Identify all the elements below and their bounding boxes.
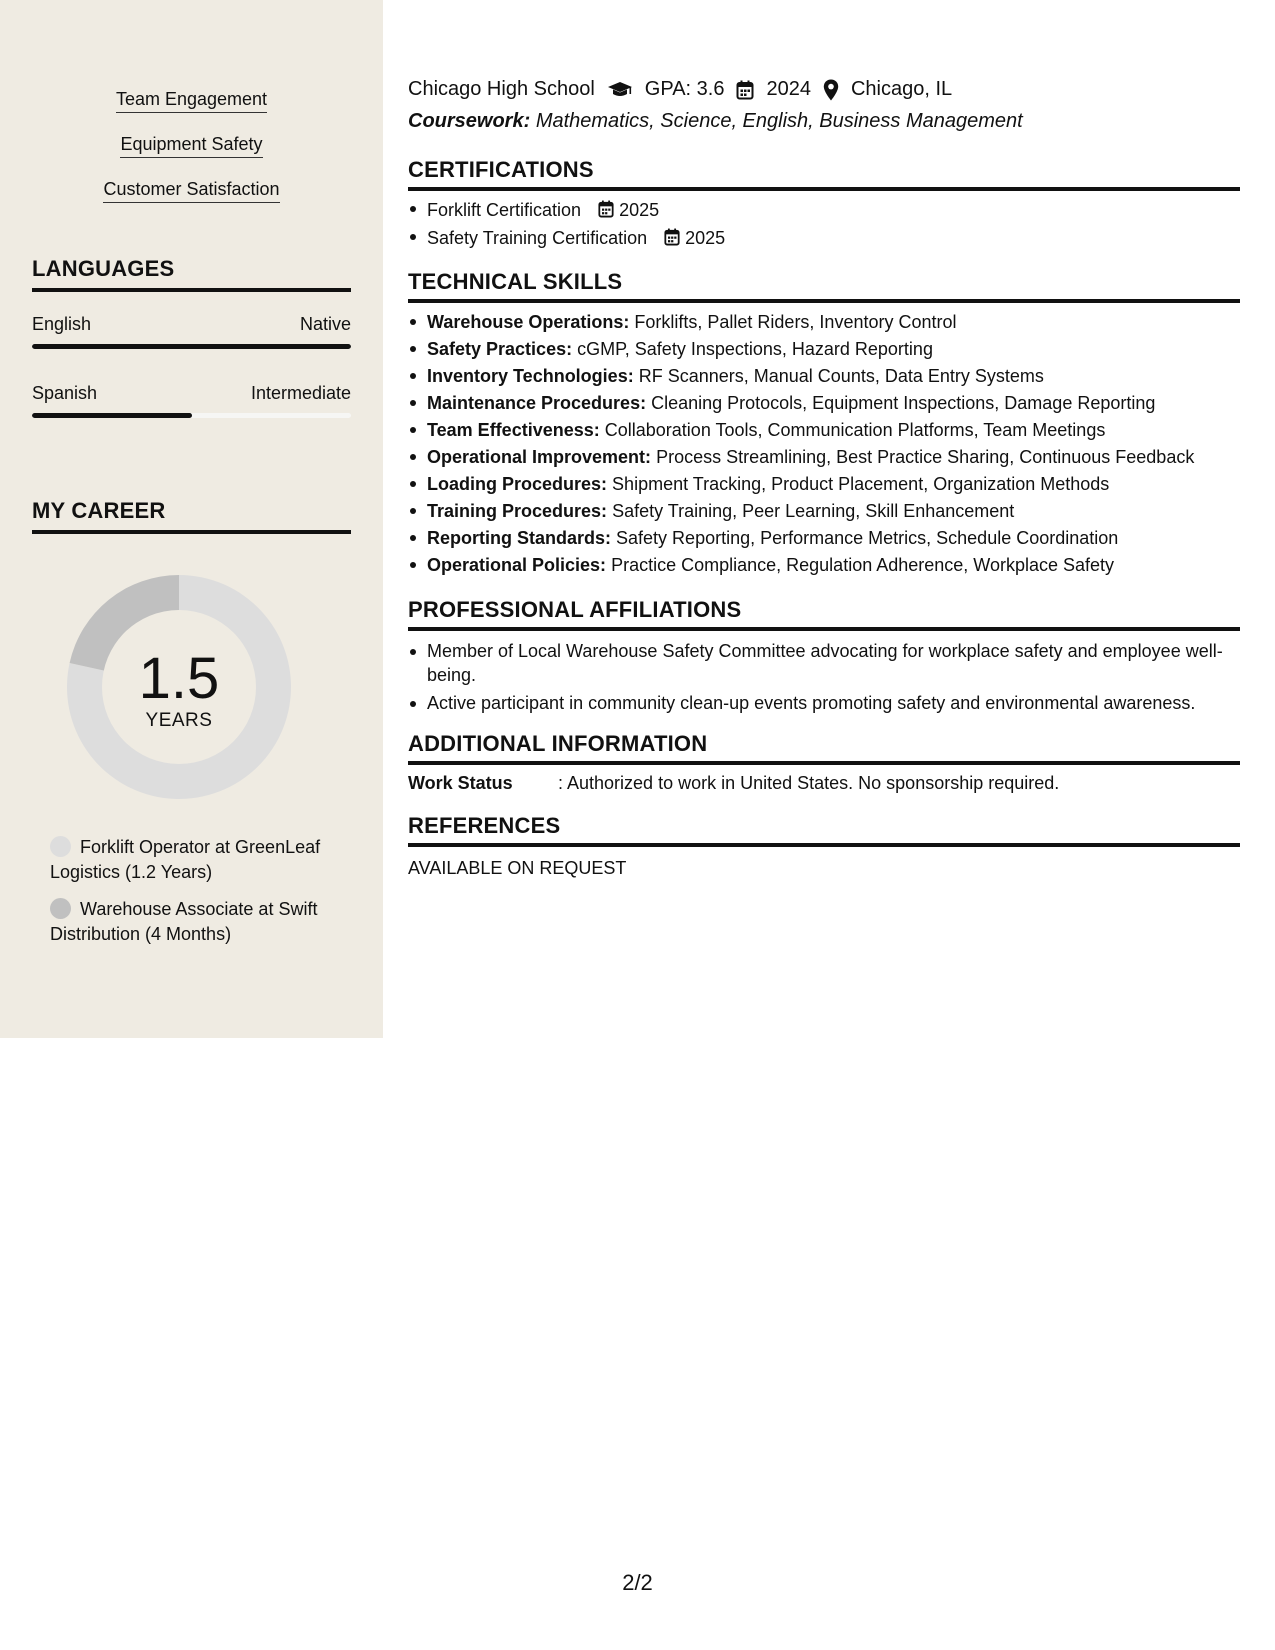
language-name: Spanish	[32, 383, 98, 403]
skill-tag	[0, 133, 383, 158]
languages-heading: LANGUAGES	[32, 256, 351, 292]
language-name: English	[32, 314, 92, 334]
skill-item	[408, 498, 1240, 525]
education-line	[408, 78, 1240, 101]
school-location: Chicago, IL	[850, 78, 953, 100]
certification-item	[408, 196, 1240, 224]
skill-item	[408, 390, 1240, 417]
graduation-cap-icon	[607, 80, 633, 100]
skill-label: Operational Improvement:	[427, 447, 652, 467]
skill-text: Forklifts, Pallet Riders, Inventory Control	[634, 312, 957, 332]
skill-label: Reporting Standards:	[427, 528, 612, 548]
certification-name: Forklift Certification	[427, 200, 582, 220]
certifications-heading: CERTIFICATIONS	[408, 157, 1240, 191]
skill-text: Practice Compliance, Regulation Adherence, Workplace Safety	[611, 555, 1115, 575]
skill-label: Team Effectiveness:	[427, 420, 600, 440]
school-name: Chicago High School	[408, 78, 595, 100]
skill-tag-label: Customer Satisfaction	[103, 178, 279, 203]
skill-label: Loading Procedures:	[427, 474, 608, 494]
work-status-value: : Authorized to work in United States. No sponsorship required.	[558, 773, 1060, 793]
language-bar-fill	[32, 413, 192, 418]
skill-item	[408, 417, 1240, 444]
certifications-list	[408, 196, 1240, 252]
coursework	[408, 110, 1240, 133]
language-bar	[32, 413, 351, 418]
work-status-row	[408, 773, 1240, 794]
legend-dot-icon	[50, 898, 71, 919]
skill-text: RF Scanners, Manual Counts, Data Entry Systems	[638, 366, 1044, 386]
graduation-year: 2024	[766, 78, 811, 100]
skill-label: Warehouse Operations:	[427, 312, 630, 332]
skill-label: Training Procedures:	[427, 501, 608, 521]
skill-item	[408, 309, 1240, 336]
skill-text: Cleaning Protocols, Equipment Inspections, Damage Reporting	[651, 393, 1156, 413]
skill-item	[408, 363, 1240, 390]
certification-name: Safety Training Certification	[427, 228, 648, 248]
sidebar	[0, 0, 383, 1038]
career-total-years: 1.5	[138, 646, 220, 711]
page-number: 2/2	[622, 1570, 653, 1595]
skill-label: Safety Practices:	[427, 339, 573, 359]
skill-label: Maintenance Procedures:	[427, 393, 647, 413]
skill-text: Shipment Tracking, Product Placement, Organization Methods	[612, 474, 1110, 494]
skill-tag-label: Equipment Safety	[120, 133, 262, 158]
skill-item	[408, 336, 1240, 363]
affiliation-item: Active participant in community clean-up events promoting safety and environmental awareness.	[408, 691, 1240, 715]
skill-tag	[0, 178, 383, 203]
skill-label: Operational Policies:	[427, 555, 607, 575]
language-row	[32, 383, 351, 404]
legend-dot-icon	[50, 836, 71, 857]
references-heading: REFERENCES	[408, 813, 1240, 847]
work-status-label: Work Status	[408, 773, 513, 793]
affiliation-item: Member of Local Warehouse Safety Committee advocating for workplace safety and employee well-being.	[408, 639, 1240, 687]
career-legend-text: Forklift Operator at GreenLeaf Logistics (1.2 Years)	[50, 837, 321, 882]
technical-skills-list	[408, 309, 1240, 579]
language-bar-fill	[32, 344, 351, 349]
coursework-list: Mathematics, Science, English, Business Management	[535, 110, 1023, 132]
language-level: Intermediate	[250, 383, 351, 403]
affiliations-heading: PROFESSIONAL AFFILIATIONS	[408, 597, 1240, 631]
career-legend-item	[50, 897, 350, 947]
references-text: AVAILABLE ON REQUEST	[408, 858, 627, 878]
skill-label: Inventory Technologies:	[427, 366, 634, 386]
skill-item	[408, 444, 1240, 471]
skill-text: Safety Training, Peer Learning, Skill Enhancement	[612, 501, 1015, 521]
skill-item	[408, 552, 1240, 579]
certification-year: 2025	[619, 200, 660, 220]
career-total-unit: YEARS	[145, 710, 213, 731]
affiliations-list	[408, 639, 1240, 719]
language-level: Native	[299, 314, 351, 334]
language-row	[32, 314, 351, 335]
calendar-icon	[736, 80, 754, 100]
technical-skills-heading: TECHNICAL SKILLS	[408, 269, 1240, 303]
career-legend-item	[50, 835, 350, 885]
career-legend-text: Warehouse Associate at Swift Distribution (4 Months)	[50, 899, 318, 944]
skill-text: Process Streamlining, Best Practice Sharing, Continuous Feedback	[656, 447, 1195, 467]
skill-text: cGMP, Safety Inspections, Hazard Reporting	[577, 339, 933, 359]
certification-item	[408, 224, 1240, 252]
skill-item	[408, 471, 1240, 498]
certification-year: 2025	[685, 228, 726, 248]
skill-text: Safety Reporting, Performance Metrics, Schedule Coordination	[616, 528, 1119, 548]
gpa: GPA: 3.6	[644, 78, 725, 100]
career-heading: MY CAREER	[32, 498, 351, 534]
additional-info-heading: ADDITIONAL INFORMATION	[408, 731, 1240, 765]
calendar-icon	[664, 228, 680, 246]
coursework-label: Coursework:	[408, 110, 531, 132]
location-pin-icon	[823, 79, 839, 101]
calendar-icon	[598, 200, 614, 218]
skill-tag-label: Team Engagement	[116, 88, 267, 113]
skill-text: Collaboration Tools, Communication Platforms, Team Meetings	[604, 420, 1106, 440]
language-bar	[32, 344, 351, 349]
skill-tag	[0, 88, 383, 113]
skill-item	[408, 525, 1240, 552]
